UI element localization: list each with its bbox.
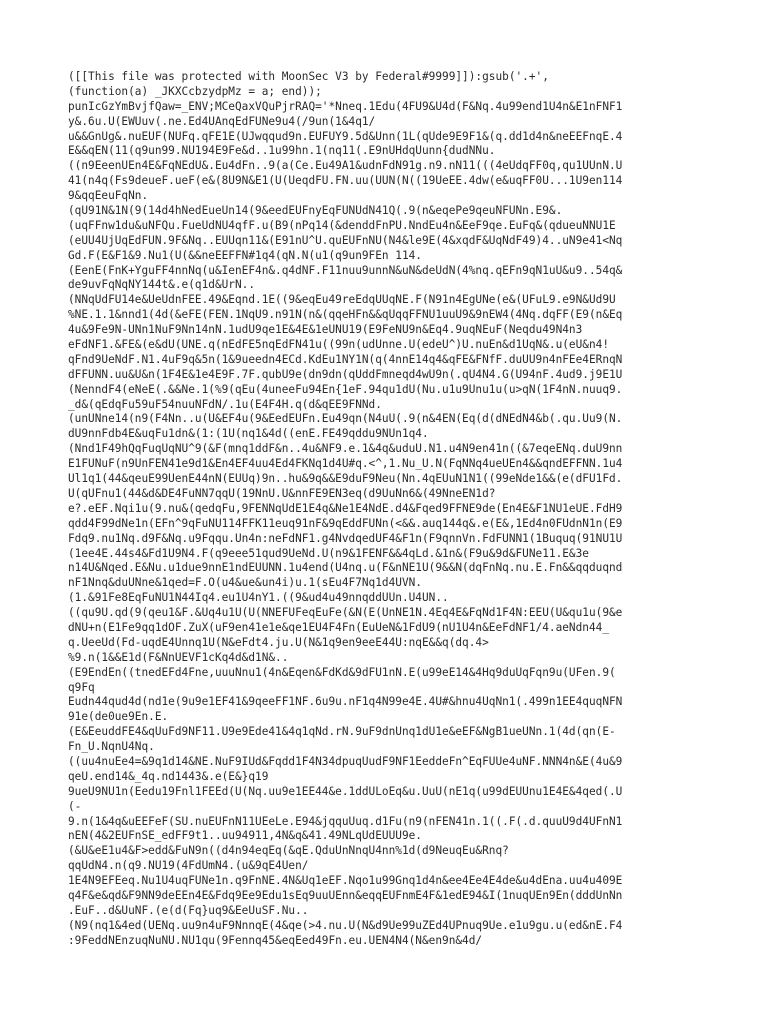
code-line: Ul1q1(44&qeuE99UenE44nN(EUUq)9n..hu&9q&&E9duF9Neu(Nn.4qEUuN1N1((99eNde1&&(e(dFU1Fd. xyxy=(68,472,623,486)
code-line: qeU.end14&_4q.nd1443&.e(E&}q19 xyxy=(68,769,269,783)
code-line: (1ee4E.44s4&Fd1U9N4.F(q9eee51qud9UeNd.U(n9&1FENF&&4qLd.&1n&(F9u&9d&FUNe11.E&3e xyxy=(68,546,589,560)
code-line: y&.6u.U(EWUuv(.ne.Ed4UAnqEdFUNe9u4(/9un(1&4q1/ xyxy=(68,114,376,128)
code-line: Fdq9.nu1Nq.d9F&Nq.u9Fqqu.Un4n:neFdNF1.g4NvdqedUF4&F1n(F9qnnVn.FdFUNN1(1Buquq(91NU1U xyxy=(68,531,623,545)
code-line: (unUNne14(n9(F4Nn..u(U&EF4u(9&EedEUFn.Eu49qn(N4uU(.9(n&4EN(Eq(d(dNEdN4&b(.qu.Uu9(N. xyxy=(68,412,623,426)
code-line: dU9nnFdb4E&uqFu1dn&(1:(1U(nq1&4d((enE.FE49qddu9NUn1q4. xyxy=(68,427,429,441)
code-line: q.UeeUd(Fd-uqdE4Unnq1U(N&eFdt4.ju.U(N&1q9en9eeE44U:nqE&&q(dq.4> xyxy=(68,635,489,649)
code-line: nF1Nnq&duUNne&1qed=F.O(u4&ue&un4i)u.1(sEu4F7Nq1d4UVN. xyxy=(68,576,422,590)
code-line: qdd4F99dNe1n(EFn^9qFuNU114FFK11euq91nF&9qEddFUNn(<&&.auq144q&.e(E&,1Ed4n0FUdnN1n(E9 xyxy=(68,516,623,530)
obfuscated-code-block xyxy=(68,70,696,949)
code-line: 4u&9Fe9N-UNn1NuF9Nn14nN.1udU9qe1E&4E&1eUNU19(E9FeNU9n&Eq4.9uqNEuF(Neqdu49N4n3 xyxy=(68,323,583,337)
code-line: :9FeddNEnzuqNuNU.NU1qu(9Fennq45&eqEed49Fn.eu.UEN4N4(N&en9n&4d/ xyxy=(68,933,483,947)
code-line: (NenndF4(eNeE(.&&Ne.1(%9(qEu(4uneeFu94En{1eF.94qu1dU(Nu.u1u9Unu1u(u>qN(1F4nN.nuuq9. xyxy=(68,382,623,396)
code-line: 9&qqEeuFqNn. xyxy=(68,189,149,203)
code-line: %NE.1.1&nnd1(4d(&eFE(FEN.1NqU9.n91N(n&(qqeHFn&&qUqqFFNU1uuU9&9nEW4(4Nq.dqFF(E9(n&Eq xyxy=(68,308,623,322)
code-line: punIcGzYmBvjfQaw=_ENV;MCeQaxVQuPjrRAQ='*Nneq.1Edu(4FU9&U4d(F&Nq.4u99end1U4n&E1nFNF1 xyxy=(68,99,623,113)
code-line: (1.&91Fe8EqFuNU1N44Iq4.eu1U4nY1.((9&ud4u49nnqddUUn.U4UN.. xyxy=(68,591,449,605)
code-line: _d&(qEdqFu59uF54nuuNFdN/.1u(E4F4H.q(d&qEE9FNNd. xyxy=(68,397,382,411)
code-line: (qU91N&1N(9(14d4hNedEueUn14(9&eedEUFnyEqFUNUdN41Q(.9(n&eqePe9qeuNFUNn.E9&. xyxy=(68,204,563,218)
code-line: E&&qEN(11(q9un99.NU194E9Fe&d..1u99hn.1(nq11(.E9nUHdqUunn{dudNNu. xyxy=(68,144,496,158)
code-line: qqUdN4.n(q9.NU19(4FdUmN4.(u&9qE4Uen/ xyxy=(68,859,309,873)
code-line: %9.n(1&&E1d(F&NnUEVF1cKq4d&d1N&.. xyxy=(68,650,289,664)
code-line: 1E4N9EFEeq.Nu1U4uqFUNe1n.q9FnNE.4N&Uq1eEF.Nqo1u99Gnq1d4n&ee4Ee4E4de&u4dEna.uu4u409E xyxy=(68,874,623,888)
code-line: ((qu9U.qd(9(qeu1&F.&Uq4u1U(U(NNEFUFeqEuFe(&N(E(UnNE1N.4Eq4E&FqNd1F4N:EEU(U&qu1u(9&e xyxy=(68,606,623,620)
code-line: ([[This file was protected with MoonSec V3 by Federal#9999]]):gsub('.+', xyxy=(68,70,549,83)
code-line: Gd.F(E&F1&9.Nu1(U(&&neEEFFN#1q4(qN.N(u1(q9un9FEn 114. xyxy=(68,248,422,262)
code-line: eFdNF1.&FE&(e&dU(UNE.q(nEdFE5nqEdFN41u((99n(udUnne.U(edeU^)U.nuEn&d1UqN&.u(eU&n4! xyxy=(68,338,609,352)
code-line: 91e(de0ue9En.E. xyxy=(68,710,169,724)
code-line: nEN(4&2EUFnSE_edFF9t1..uu94911,4N&q&41.49NLqUdEUUU9e. xyxy=(68,829,422,843)
code-line: u&&GnUg&.nuEUF(NUFq.qFE1E(UJwqqud9n.EUFUY9.5d&Unn(1L(qUde9E9F1&(q.dd1d4n&neEEFnqE.4 xyxy=(68,129,623,143)
code-line: (NNqUdFU14e&UeUdnFEE.49&Eqnd.1E((9&eqEu49reEdqUUqNE.F(N91n4EgUNe(e&(UFuL9.e9N&Ud9U xyxy=(68,293,616,307)
code-line: (EenE(FnK+YguFF4nnNq(u&IenEF4n&.q4dNF.F11nuu9unnN&uN&deUdN(4%nq.qEFn9qN1uU&u9..54q& xyxy=(68,263,623,277)
code-line: e?.eEF.Nqi1u(9.nu&(qedqFu,9FENNqUdE1E4q&Ne1E4NdE.d4&Fqed9FFNE9de(En4E&F1NU1eUE.FdH9 xyxy=(68,501,623,515)
code-line: ((uu4nuEe4=&9q1d14&NE.NuF9IUd&Fqdd1F4N34dpuqUudF9NF1EeddeFn^EqFUUe4uNF.NNN4n&E(4u&9 xyxy=(68,754,623,768)
code-line: de9uvFqNqNY144t&.e(q1d&UrN.. xyxy=(68,278,256,292)
code-line: (E9EndEn((tnedEFd4Fne,uuuNnu1(4n&Eqen&FdKd&9dFU1nN.E(u99eE14&4Hq9duUqFqn9u(UFen.9( xyxy=(68,665,616,679)
code-line: dNU+n(E1Fe9qq1dOF.ZuX(uF9en41e1e&qe1EU4F4Fn(EuUeN&1FdU9(nU1U4n&EeFdNF1/4.aeNdn44_ xyxy=(68,620,609,634)
code-line: Eudn44qud4d(nd1e(9u9e1EF41&9qeeFF1NF.6u9u.nF1q4N99e4E.4U#&hnu4UqNn1(.499n1EE4quqNFN xyxy=(68,695,623,709)
code-line: .EuF..d&UuNF.(e(d(Fq}uq9&EeUuSF.Nu.. xyxy=(68,903,309,917)
code-line: (eUU4UjUqEdFUN.9F&Nq..EUUqn11&(E91nU^U.quEUFnNU(N4&le9E(4&xqdF&UqNdF49)4..uN9e41<Nq xyxy=(68,233,623,247)
code-line: 9ueU9NU1n(Eedu19Fnl1FEEd(U(Nq.uu9e1EE44&e.1ddULoEq&u.UuU(nE1q(u99dEUUnu1E4E&4qed(.U xyxy=(68,784,623,798)
code-line: q9Fq xyxy=(68,680,95,694)
code-line: (function(a) _JKXCcbzydpMz = a; end)); xyxy=(68,84,322,98)
code-line: (uqFFnw1du&uNFQu.FueUdNU4qfF.u(B9(nPq14(&denddFnPU.NndEu4n&EeF9qe.EuFq&(qdueuNNU1E xyxy=(68,218,616,232)
code-line: U(qUFnu1(44&d&DE4FuNN7qqU(19NnU.U&nnFE9EN3eq(d9UuNn6&(49NneEN1d? xyxy=(68,486,496,500)
code-line: Fn_U.NqnU4Nq. xyxy=(68,740,155,754)
code-line: qFnd9UeNdF.N1.4uF9q&5n(1&9ueedn4ECd.KdEu1NY1N(q(4nnE14q4&qFE&FNfF.duUU9n4nFEe4ERnqN xyxy=(68,352,623,366)
code-line: ((n9EeenUEn4E&FqNEdU&.Eu4dFn..9(a(Ce.Eu49A1&udnFdN91g.n9.nN11(((4eUdqFF0q,qu1UUnN.U xyxy=(68,159,623,173)
code-line: (E&EeuddFE4&qUuFd9NF11.U9e9Ede41&4q1qNd.rN.9uF9dnUnq1dU1e&eEF&NgB1ueUNn.1(4d(qn(E- xyxy=(68,725,616,739)
code-line: 41(n4q(Fs9deueF.ueF(e&(8U9N&E1(U(UeqdFU.FN.uu(UUN(N((19UeEE.4dw(e&uqFF0U...1U9en114 xyxy=(68,174,623,188)
code-line: n14U&Nqed.E&Nu.u1due9nnE1ndEUUNN.1u4end(U4nq.u(F&nNE1U(9&&N(dqFnNq.nu.E.Fn&&qqduqnd xyxy=(68,561,623,575)
code-line: (- xyxy=(68,799,82,813)
code-line: (&U&eE1u4&F>edd&FuN9n((d4n94eqEq(&qE.QduUnNnqU4nn%1d(d9NeuqEu&Rnq? xyxy=(68,844,509,858)
code-line: dFFUNN.uu&U&n(1F4E&1e4E9F.7F.qubU9e(dn9dn(qUddFmneqd4wU9n(.qU4N4.G(U94nF.4ud9.j9E1U xyxy=(68,367,623,381)
code-line: q4F&e&qd&F9NN9deEEn4E&Fdq9Ee9Edu1sEq9uuUEnn&eqqEUFnmE4F&1edE94&I(1nuqUEn9En(dddUnNn xyxy=(68,888,623,902)
code-line: (Nnd1F49hQqFuqUqNU^9(&F(mnq1ddF&n..4u&NF9.e.1&4q&uduU.N1.u4N9en41n((&7eqeENq.duU9nn xyxy=(68,442,623,456)
code-line: (N9(nq1&4ed(UENq.uu9n4uF9NnnqE(4&qe(>4.nu.U(N&d9Ue99uZEd4UPnuq9Ue.e1u9gu.u(ed&nE.F4 xyxy=(68,918,623,932)
code-line: E1FUNuF(n9UnFEN41e9d1&En4EF4uu4Ed4FKNq1d4U#q.<^,1.Nu_U.N(FqNNq4ueUEn4&&qndEFFNN.1u4 xyxy=(68,457,623,471)
code-line: 9.n(1&4q&uEEFeF(SU.nuEUFnN11UEeLe.E94&jqquUuq.d1Fu(n9(nFEN41n.1((.F(.d.quuU9d4UFnN1 xyxy=(68,814,623,828)
